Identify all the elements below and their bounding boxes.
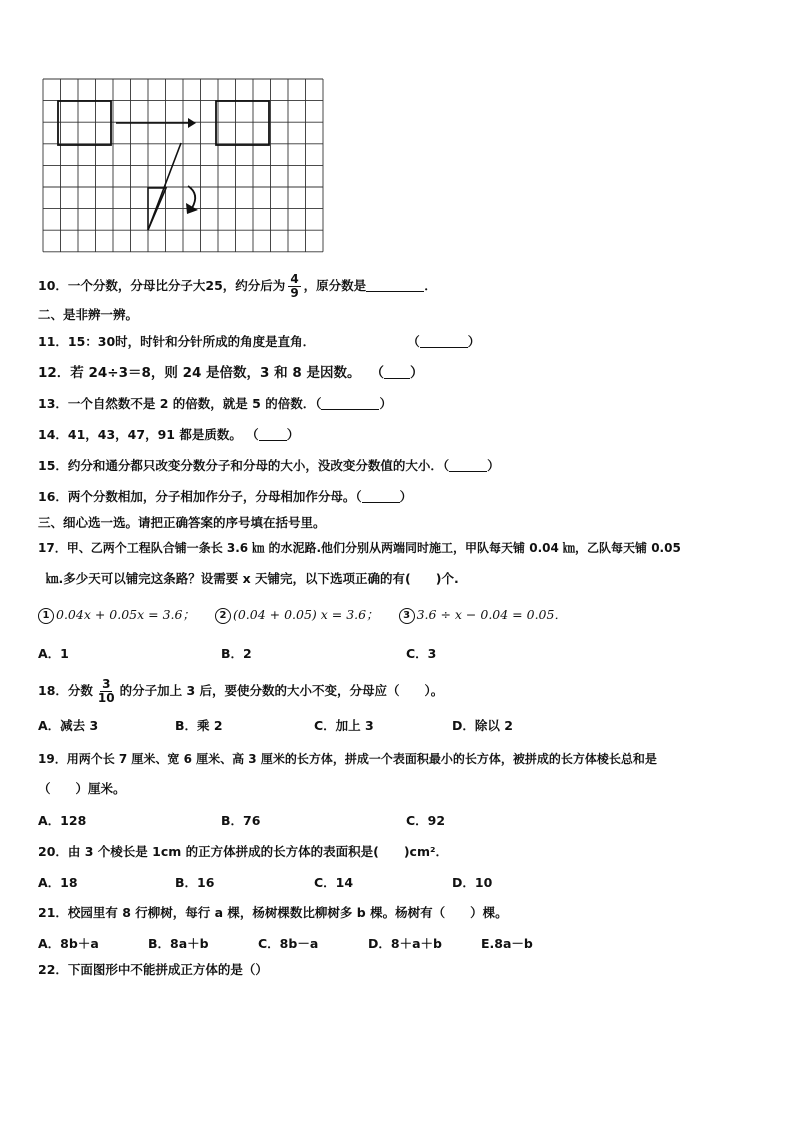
q11-paren-close: ）	[467, 334, 481, 349]
q11-text: 11．15：30时，时针和分针所成的角度是直角．	[38, 334, 316, 349]
q18-option-d[interactable]: D．除以 2	[452, 718, 513, 733]
q18-option-c[interactable]: C．加上 3	[314, 718, 374, 733]
q14-paren-close: ）	[286, 427, 300, 442]
question-14	[38, 426, 299, 444]
question-17-line2: ㎞.多少天可以铺完这条路？设需要 x 天铺完，以下选项正确的有( )个.	[46, 571, 459, 586]
q18-fraction	[96, 678, 117, 705]
q21-option-c[interactable]: C．8b－a	[258, 936, 319, 951]
question-15	[38, 457, 500, 475]
q10-answer-blank[interactable]	[366, 278, 424, 292]
question-11	[38, 333, 480, 351]
question-13	[38, 395, 392, 413]
q10-fraction	[288, 273, 300, 300]
question-19-line1: 19．用两个长 7 厘米、宽 6 厘米、高 3 厘米的长方体，拼成一个表面积最小的长方体，被拼成的长方体棱长总和是	[38, 752, 657, 766]
q10-number: 10．	[38, 278, 68, 293]
q20-option-c[interactable]: C．14	[314, 875, 354, 890]
q16-paren-close: ）	[399, 489, 413, 504]
q15-text: 15．约分和通分都只改变分数分子和分母的大小，没改变分数值的大小．（	[38, 458, 450, 473]
question-17-line1: 17．甲、乙两个工程队合铺一条长 3.6 ㎞ 的水泥路.他们分别从两端同时施工，甲队每天铺 0.04 ㎞，乙队每天铺 0.05	[38, 541, 681, 555]
q17-option-a[interactable]: A．1	[38, 646, 69, 661]
q10-text-b: ，原分数是	[303, 278, 367, 293]
question-21: 21．校园里有 8 行柳树，每行 a 棵，杨树棵数比柳树多 b 棵。杨树有（ ）棵。	[38, 905, 508, 920]
q16-text: 16．两个分数相加，分子相加作分子，分母相加作分母。（	[38, 489, 362, 504]
q19-option-a[interactable]: A．128	[38, 813, 87, 828]
q18-option-a[interactable]: A．减去 3	[38, 718, 99, 733]
q12-paren-close: ）	[409, 365, 424, 381]
q18-text-b: 的分子加上 3 后，要使分数的大小不变，分母应（ ）。	[119, 683, 444, 698]
q16-answer-blank[interactable]	[362, 489, 400, 503]
q17-option-c[interactable]: C．3	[406, 646, 437, 661]
q21-option-b[interactable]: B．8a＋b	[148, 936, 209, 951]
question-10	[38, 273, 437, 300]
q10-fraction-numerator: 4	[290, 272, 299, 286]
question-17-equations	[38, 606, 567, 624]
q20-option-d[interactable]: D．10	[452, 875, 493, 890]
q20-option-b[interactable]: B．16	[175, 875, 215, 890]
rotation-arrow-icon	[188, 186, 195, 208]
question-18	[38, 678, 443, 705]
q10-end: ．	[424, 278, 437, 293]
q21-option-a[interactable]: A．8b＋a	[38, 936, 99, 951]
q13-text: 13．一个自然数不是 2 的倍数，就是 5 的倍数．（	[38, 396, 322, 411]
left-rectangle	[58, 101, 111, 145]
q11-answer-blank[interactable]	[420, 334, 468, 348]
q15-answer-blank[interactable]	[449, 458, 487, 472]
question-12	[38, 364, 423, 382]
q11-paren-open: （	[407, 334, 420, 349]
q17-option-b[interactable]: B．2	[221, 646, 252, 661]
rotated-segment	[148, 143, 181, 230]
q12-paren-open: （	[370, 365, 384, 381]
q10-fraction-denominator: 9	[290, 286, 299, 300]
q17-equation-3: 3.6 ÷ x − 0.04 = 0.05．	[416, 607, 567, 622]
q14-text: 14．41，43，47，91 都是质数。 （	[38, 427, 259, 442]
q17-equation-2: (0.04 + 0.05) x = 3.6；	[232, 607, 379, 622]
q21-option-d[interactable]: D．8＋a＋b	[368, 936, 442, 951]
arrow-head-icon	[188, 118, 196, 128]
q14-answer-blank[interactable]	[259, 427, 287, 441]
q20-option-a[interactable]: A．18	[38, 875, 78, 890]
question-16	[38, 488, 412, 506]
grid-figure	[38, 76, 328, 254]
section-3-heading: 三、细心选一选。请把正确答案的序号填在括号里。	[38, 515, 326, 530]
circled-number-3-icon: 3	[399, 608, 415, 624]
q10-text: 一个分数，分母比分子大25，约分后为	[67, 278, 286, 293]
circled-number-1-icon: 1	[38, 608, 54, 624]
section-2-heading: 二、是非辨一辨。	[38, 307, 139, 322]
q18-fraction-numerator: 3	[102, 677, 111, 691]
circled-number-2-icon: 2	[215, 608, 231, 624]
question-20: 20．由 3 个棱长是 1cm 的正方体拼成的长方体的表面积是( )cm²．	[38, 844, 448, 859]
q21-option-e[interactable]: E.8a－b	[481, 936, 533, 951]
right-rectangle	[216, 101, 269, 145]
q18-fraction-denominator: 10	[97, 691, 115, 705]
question-22: 22．下面图形中不能拼成正方体的是（）	[38, 962, 268, 977]
q18-option-b[interactable]: B．乘 2	[175, 718, 223, 733]
q12-text: 12．若 24÷3＝8，则 24 是倍数，3 和 8 是因数。	[38, 365, 361, 381]
q18-text: 18．分数	[38, 683, 93, 698]
q15-paren-close: ）	[487, 458, 500, 473]
q12-answer-blank[interactable]	[384, 365, 410, 379]
q19-option-b[interactable]: B．76	[221, 813, 261, 828]
q19-option-c[interactable]: C．92	[406, 813, 446, 828]
q13-answer-blank[interactable]	[321, 396, 379, 410]
q13-paren-close: ）	[379, 396, 392, 411]
q17-equation-1: 0.04x + 0.05x = 3.6；	[56, 607, 195, 622]
question-19-line2: （ ）厘米。	[38, 781, 126, 796]
